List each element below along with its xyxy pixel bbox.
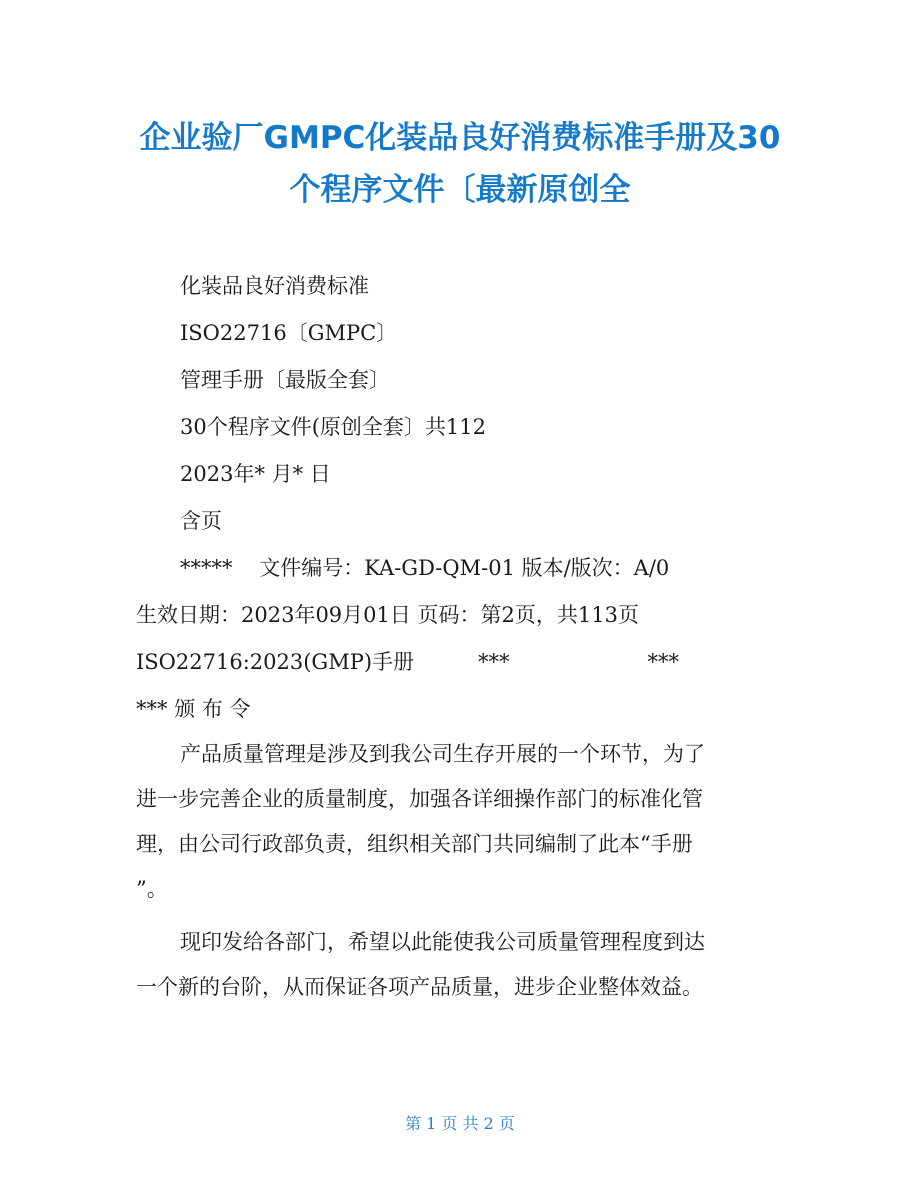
decree-line	[136, 695, 251, 723]
decree-heading: 颁 布 令	[174, 697, 251, 721]
document-title	[0, 112, 920, 216]
paragraph-1-line-2: 进一步完善企业的质量制度，加强各详细操作部门的标准化管	[136, 787, 703, 811]
cover-line-standard-code: ISO22716〔GMPC〕	[180, 321, 398, 345]
standard-text: ISO22716:2023(GMP)手册	[136, 650, 415, 674]
cover-line-standard-name: 化装品良好消费标准	[180, 274, 369, 298]
cover-line-manual: 管理手册〔最版全套〕	[180, 368, 390, 392]
doc-number-line	[180, 554, 669, 582]
page-footer: 第 1 页 共 2 页	[405, 1114, 515, 1133]
mark-2: ***	[647, 650, 680, 674]
mark-1: ***	[478, 650, 510, 674]
standard-line	[136, 648, 679, 676]
cover-line-procedures: 30个程序文件(原创全套〕共112	[180, 415, 486, 439]
paragraph-1-line-4: ”。	[136, 877, 168, 901]
paragraph-2	[136, 920, 796, 1010]
title-line-1: 企业验厂GMPC化装品良好消费标准手册及30	[139, 120, 781, 156]
paragraph-1-line-1: 产品质量管理是涉及到我公司生存开展的一个环节，为了	[180, 742, 705, 766]
title-line-2: 个程序文件〔最新原创全	[289, 172, 631, 208]
mark-3: ***	[136, 697, 168, 721]
effective-date-line: 生效日期：2023年09月01日 页码：第2页，共113页	[136, 603, 640, 627]
paragraph-1-line-3: 理，由公司行政部负责，组织相关部门共同编制了此本“手册	[136, 832, 693, 856]
paragraph-2-line-1: 现印发给各部门，希望以此能使我公司质量管理程度到达	[180, 930, 705, 954]
paragraph-1	[136, 732, 796, 912]
stars-mark: *****	[180, 556, 233, 580]
doc-number-text: 文件编号：KA-GD-QM-01 版本/版次：A/0	[259, 556, 670, 580]
paragraph-2-line-2: 一个新的台阶，从而保证各项产品质量，进步企业整体效益。	[136, 975, 703, 999]
cover-line-date: 2023年* 月* 日	[180, 462, 331, 486]
cover-line-pages: 含页	[180, 509, 222, 533]
